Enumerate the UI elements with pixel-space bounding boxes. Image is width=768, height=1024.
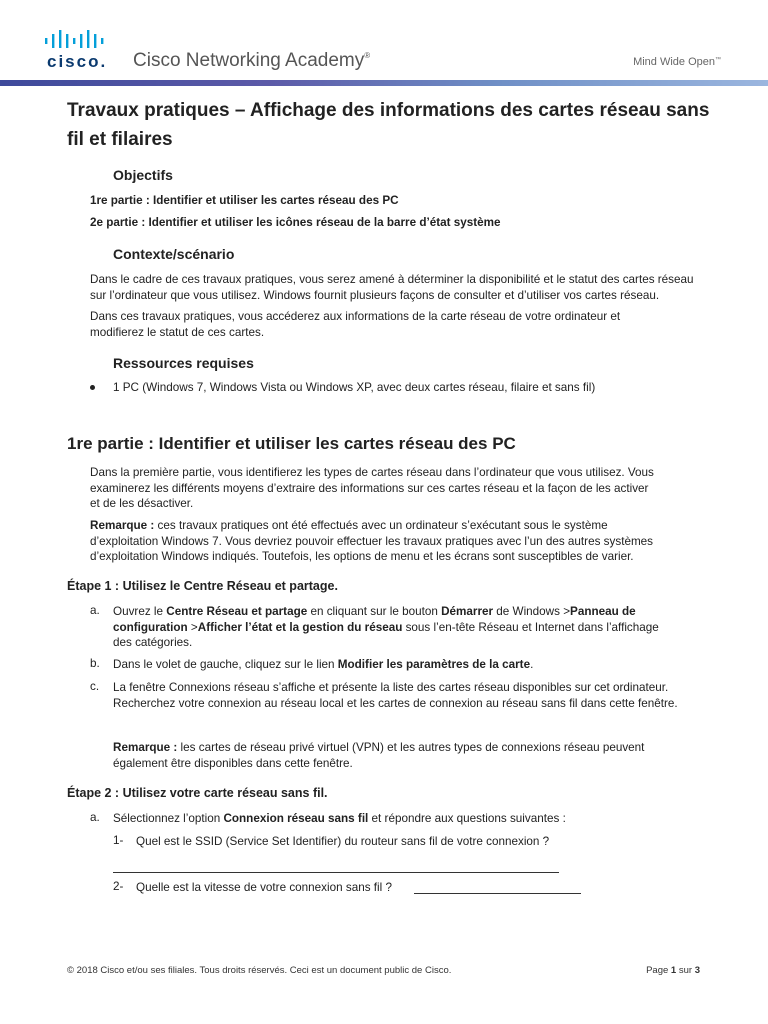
- list-marker: c.: [90, 680, 100, 693]
- registered-mark: ®: [364, 51, 371, 60]
- text-line: d’exploitation Windows 7. Vous devriez pouvoir effectuer les travaux pratiques avec l’un des autres systèmes: [90, 534, 654, 548]
- ui-term: Afficher l’état et la gestion du réseau: [197, 620, 403, 634]
- part1-heading: 1re partie : Identifier et utiliser les cartes réseau des PC: [67, 434, 516, 453]
- step1-item-a: [113, 604, 659, 651]
- part1-intro: [90, 465, 654, 512]
- step2-item-a: [113, 811, 566, 827]
- resources-heading: Ressources requises: [113, 355, 254, 371]
- text-run: sous l’en-tête Réseau et Internet dans l’affichage: [402, 620, 659, 634]
- step1-item-b: [113, 657, 533, 673]
- step2-heading: Étape 2 : Utilisez votre carte réseau sans fil.: [67, 786, 328, 800]
- text-line: également être disponibles dans cette fenêtre.: [113, 756, 353, 770]
- page-current: 1: [670, 965, 677, 976]
- logo-bars: [43, 30, 123, 48]
- step1-heading: Étape 1 : Utilisez le Centre Réseau et partage.: [67, 579, 338, 593]
- resource-item: 1 PC (Windows 7, Windows Vista ou Windows XP, avec deux cartes réseau, filaire et sans fil): [113, 381, 596, 394]
- text-line: Recherchez votre connexion au réseau local et les cartes de connexion au réseau sans fil dans cette fenêtre.: [113, 696, 678, 710]
- note-label: Remarque :: [90, 519, 155, 532]
- list-marker: a.: [90, 604, 100, 617]
- tagline-text: Mind Wide Open: [633, 56, 715, 68]
- page-of: sur: [676, 965, 695, 976]
- answer-field-speed[interactable]: [414, 880, 581, 894]
- academy-text: Cisco Networking Academy: [133, 50, 365, 71]
- page-label: Page: [646, 965, 671, 976]
- ui-term: configuration: [113, 620, 188, 634]
- page-number: [646, 965, 700, 976]
- ui-term: Modifier les paramètres de la carte: [337, 658, 531, 671]
- text-run: Sélectionnez l’option: [113, 812, 224, 825]
- text-run: >: [187, 620, 198, 634]
- text-line: et de les désactiver.: [90, 497, 194, 510]
- tagline: [633, 56, 721, 68]
- text-run: de Windows >: [493, 605, 571, 618]
- step1-item-c: [113, 680, 678, 711]
- ui-term: Connexion réseau sans fil: [223, 812, 369, 825]
- question-number: 2-: [113, 880, 124, 893]
- text-run: et répondre aux questions suivantes :: [368, 812, 566, 825]
- list-marker: a.: [90, 811, 100, 824]
- header-gradient-rule: [0, 80, 768, 86]
- step1-note: [113, 740, 644, 771]
- page-title: Travaux pratiques – Affichage des informations des cartes réseau sans fil et filaires: [67, 100, 710, 150]
- bullet-icon: [90, 385, 95, 390]
- answer-field-ssid[interactable]: [113, 859, 559, 873]
- text-run: Dans le volet de gauche, cliquez sur le lien: [113, 658, 338, 671]
- text-line: examinerez les différents moyens d’extraire des informations sur ces cartes réseau et la façon de les activer: [90, 481, 649, 495]
- text-run: .: [530, 658, 534, 671]
- note-label: Remarque :: [113, 741, 178, 754]
- text-line: modifierez le statut de ces cartes.: [90, 325, 265, 339]
- question-2-text: Quelle est la vitesse de votre connexion sans fil ?: [136, 881, 392, 894]
- text-line: Dans ces travaux pratiques, vous accéderez aux informations de la carte réseau de votre ordinateur et: [90, 310, 621, 323]
- question-1-text: Quel est le SSID (Service Set Identifier) du routeur sans fil de votre connexion ?: [136, 835, 550, 848]
- text-run: Ouvrez le: [113, 605, 167, 618]
- page-header: [0, 0, 768, 92]
- text-line: d’exploitation Windows indiqués. Toutefois, les options de menu et les écrans sont susceptibles de varier.: [90, 550, 634, 563]
- list-marker: b.: [90, 657, 100, 670]
- text-line: ces travaux pratiques ont été effectués avec un ordinateur s’exécutant sous le système: [154, 519, 608, 532]
- question-number: 1-: [113, 834, 124, 847]
- academy-name: [133, 50, 370, 72]
- text-line: La fenêtre Connexions réseau s’affiche et présente la liste des cartes réseau disponibles sur cet ordinateur.: [113, 681, 669, 694]
- text-run: en cliquant sur le bouton: [307, 605, 442, 618]
- brand-text: cisco: [47, 52, 101, 71]
- context-paragraph-2: [90, 309, 620, 340]
- text-line: Dans la première partie, vous identifierez les types de cartes réseau dans l’ordinateur que vous utilisez. Vous: [90, 466, 654, 479]
- text-line: Dans le cadre de ces travaux pratiques, vous serez amené à déterminer la disponibilité et le statut des cartes réseau: [90, 273, 694, 286]
- ui-term: Démarrer: [441, 605, 494, 618]
- objective-item: 1re partie : Identifier et utiliser les cartes réseau des PC: [90, 194, 399, 207]
- footer-copyright: © 2018 Cisco et/ou ses filiales. Tous droits réservés. Ceci est un document public de Cisco.: [67, 965, 452, 976]
- text-line: des catégories.: [113, 636, 193, 649]
- ui-term: Centre Réseau et partage: [166, 605, 308, 618]
- trademark-mark: ™: [715, 57, 721, 63]
- ui-term: Panneau de: [570, 605, 636, 618]
- objective-item: 2e partie : Identifier et utiliser les icônes réseau de la barre d’état système: [90, 216, 501, 229]
- part1-note: [90, 518, 653, 565]
- text-line: les cartes de réseau privé virtuel (VPN) et les autres types de connexions réseau peuvent: [177, 741, 645, 754]
- page-total: 3: [694, 965, 700, 976]
- cisco-wordmark: [47, 52, 107, 72]
- objectives-heading: Objectifs: [113, 167, 173, 183]
- context-paragraph-1: [90, 272, 694, 303]
- text-line: sur l’ordinateur que vous utilisez. Windows fournit plusieurs façons de consulter et d’utiliser vos cartes réseau.: [90, 288, 660, 302]
- context-heading: Contexte/scénario: [113, 246, 235, 262]
- brand-dot: .: [100, 52, 108, 71]
